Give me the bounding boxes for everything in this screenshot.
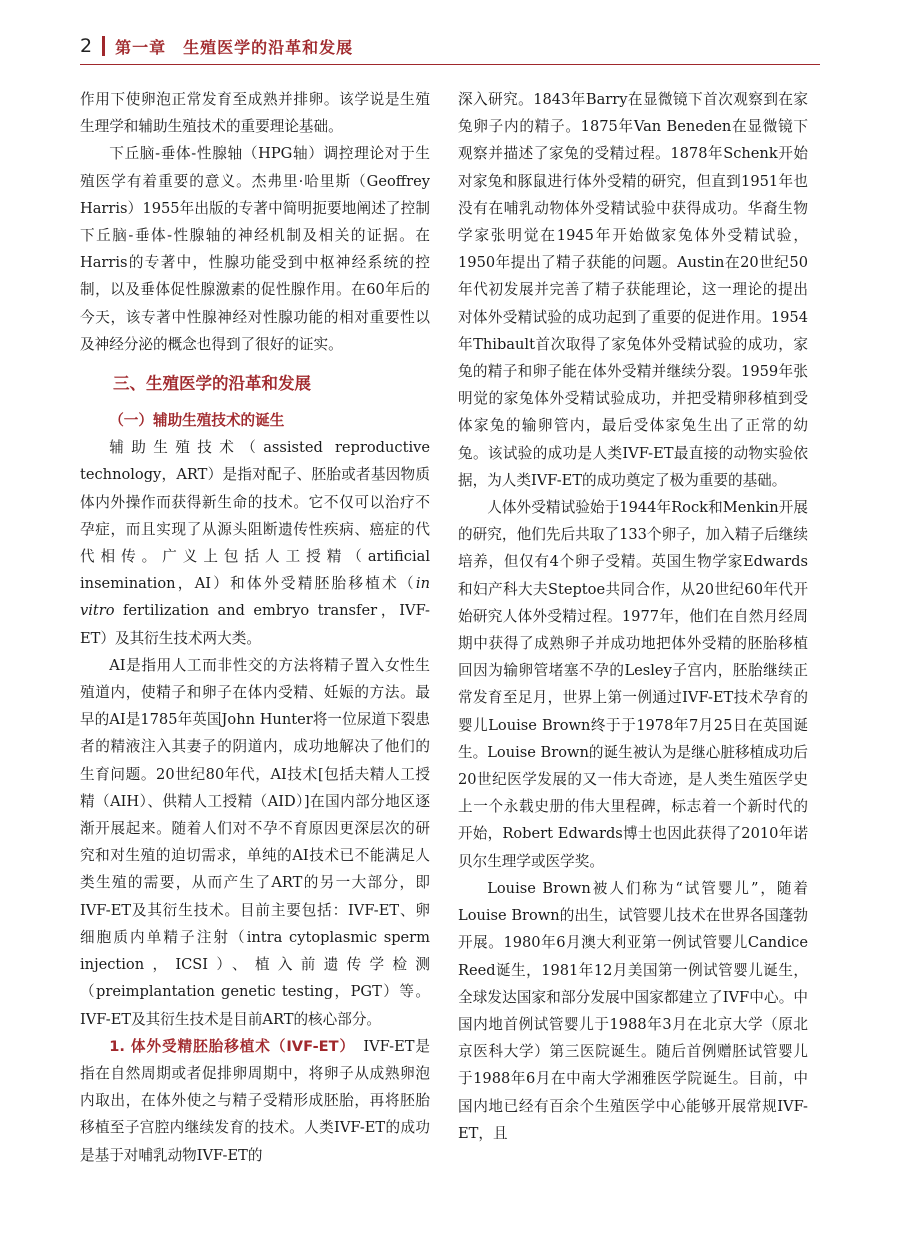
- italic-term: in vitro: [80, 575, 430, 620]
- paragraph: 作用下使卵泡正常发育至成熟并排卵。该学说是生殖生理学和辅助生殖技术的重要理论基础。: [80, 91, 430, 136]
- left-column: [80, 86, 430, 1169]
- subsection-heading: （一）辅助生殖技术的诞生: [109, 412, 285, 430]
- running-header: [80, 30, 820, 62]
- text-run: fertilization and embryo transfer，IVF-ET）及其衍生技术两大类。: [80, 602, 430, 647]
- text-run: IVF-ET是指在自然周期或者促排卵周期中，将卵子从成熟卵泡内取出，在体外使之与精子受精形成胚胎，再将胚胎移植至子宫腔内继续发育的技术。人类IVF-ET的成功是基于对哺乳动物IVF-ET的: [80, 1037, 430, 1164]
- header-divider: [102, 36, 105, 56]
- section-heading: 三、生殖医学的沿革和发展: [113, 374, 311, 394]
- paragraph: 下丘脑-垂体-性腺轴（HPG轴）调控理论对于生殖医学有着重要的意义。杰弗里·哈里斯（Geoffrey Harris）1955年出版的专著中简明扼要地阐述了控制下丘脑-垂体-性腺轴的神经机制及相关的证据。在Harris的专著中，性腺功能受到中枢神经系统的控制，以及垂体促性腺激素的促性腺作用。在60年后的今天，该专著中性腺神经对性腺功能的相对重要性以及神经分泌的概念也得到了很好的证实。: [80, 145, 430, 353]
- paragraph: [80, 434, 430, 652]
- paragraph: Louise Brown被人们称为“试管婴儿”，随着Louise Brown的出生，试管婴儿技术在世界各国蓬勃开展。1980年6月澳大利亚第一例试管婴儿Candice Reed诞生，1981年12月美国第一例试管婴儿诞生，全球发达国家和部分发展中国家都建立了IVF中心。中国内地首例试管婴儿于1988年3月在北京大学（原北京医科大学）第三医院诞生。随后首例赠胚试管婴儿于1988年6月在中南大学湘雅医学院诞生。目前，中国内地已经有百余个生殖医学中心能够开展常规IVF-ET，且: [458, 879, 808, 1142]
- paragraph: 人体外受精试验始于1944年Rock和Menkin开展的研究，他们先后共取了133个卵子，加入精子后继续培养，但仅有4个卵子受精。英国生物学家Edwards和妇产科大夫Steptoe共同合作，从20世纪60年代开始研究人体外受精过程。1977年，他们在自然月经周期中获得了成熟卵子并成功地把体外受精的胚胎移植回因为输卵管堵塞不孕的Lesley子宫内，胚胎继续正常发育至足月，世界上第一例通过IVF-ET技术孕育的婴儿Louise Brown终于于1978年7月25日在英国诞生。Louise Brown的诞生被认为是继心脏移植成功后20世纪医学发展的又一伟大奇迹，是人类生殖医学史上一个永载史册的伟大里程碑，标志着一个新时代的开始，Robert Edwards博士也因此获得了2010年诺贝尔生理学或医学奖。: [458, 499, 808, 870]
- right-column: [458, 86, 808, 1147]
- run-in-heading: 1. 体外受精胚胎移植术（IVF-ET）: [109, 1037, 348, 1055]
- header-rule: [80, 64, 820, 65]
- paragraph: 深入研究。1843年Barry在显微镜下首次观察到在家兔卵子内的精子。1875年Van Beneden在显微镜下观察并描述了家兔的受精过程。1878年Schenk开始对家兔和豚鼠进行体外受精的研究，但直到1951年也没有在哺乳动物体外受精试验中获得成功。华裔生物学家张明觉在1945年开始做家兔体外受精试验，1950年提出了精子获能的问题。Austin在20世纪50年代初发展并完善了精子获能理论，这一理论的提出对体外受精试验的成功起到了重要的促进作用。1954年Thibault首次取得了家兔体外受精试验的成功，家兔的精子和卵子能在体外受精并继续分裂。1959年张明觉的家兔体外受精试验成功，并把受精卵移植到受体家兔的输卵管内，最后受体家兔生出了正常的幼兔。该试验的成功是人类IVF-ET最直接的动物实验依据，为人类IVF-ET的成功奠定了极为重要的基础。: [458, 91, 808, 489]
- text-run: 辅助生殖技术（assisted reproductive technology，ART）是指对配子、胚胎或者基因物质体内外操作而获得新生命的技术。它不仅可以治疗不孕症，而且实现了从源头阻断遗传性疾病、癌症的代代相传。广义上包括人工授精（artificial insemination，AI）和体外受精胚胎移植术（: [80, 439, 430, 593]
- chapter-title: 第一章 生殖医学的沿革和发展: [115, 37, 354, 57]
- page-number: 2: [80, 35, 93, 57]
- paragraph: [80, 1033, 430, 1169]
- paragraph: AI是指用人工而非性交的方法将精子置入女性生殖道内，使精子和卵子在体内受精、妊娠的方法。最早的AI是1785年英国John Hunter将一位尿道下裂患者的精液注入其妻子的阴道内，成功地解决了他们的生育问题。20世纪80年代，AI技术[包括夫精人工授精（AIH）、供精人工授精（AID）]在国内部分地区逐渐开展起来。随着人们对不孕不育原因更深层次的研究和对生殖的迫切需求，单纯的AI技术已不能满足人类生殖的需要，从而产生了ART的另一大部分，即IVF-ET及其衍生技术。目前主要包括：IVF-ET、卵细胞质内单精子注射（intra cytoplasmic sperm injection，ICSI）、植入前遗传学检测（preimplantation genetic testing，PGT）等。IVF-ET及其衍生技术是目前ART的核心部分。: [80, 656, 430, 1028]
